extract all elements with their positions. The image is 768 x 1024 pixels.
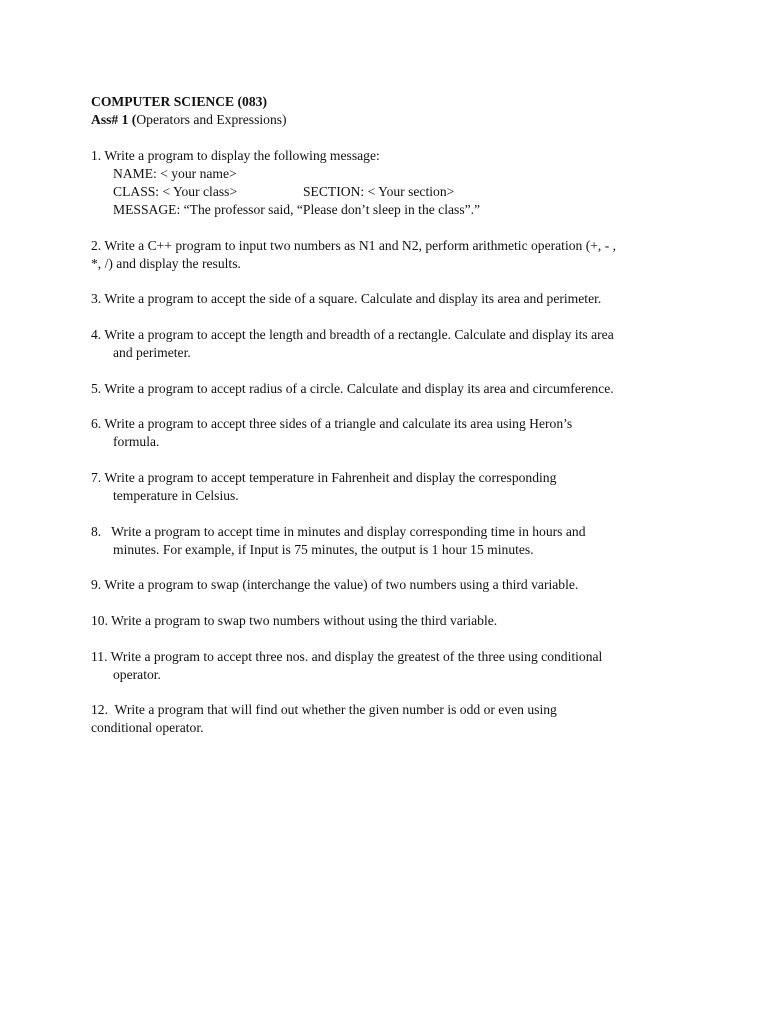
question-3: 3. Write a program to accept the side of a square. Calculate and display its area and perimeter. — [91, 291, 602, 306]
q1-class-line: CLASS: < Your class> — [113, 184, 238, 199]
q1-message-line: MESSAGE: “The professor said, “Please don’t sleep in the class”.” — [113, 202, 481, 217]
q1-section-line: SECTION: < Your section> — [303, 184, 455, 199]
question-9: 9. Write a program to swap (interchange the value) of two numbers using a third variable. — [91, 577, 579, 592]
question-4-line-1: 4. Write a program to accept the length and breadth of a rectangle. Calculate and display its area — [91, 327, 614, 342]
assignment-prefix: Ass# 1 ( — [91, 112, 137, 127]
question-8-line-1: 8. Write a program to accept time in minutes and display corresponding time in hours and — [91, 524, 586, 539]
question-7-line-1: 7. Write a program to accept temperature in Fahrenheit and display the corresponding — [91, 470, 557, 485]
question-12-line-2: conditional operator. — [91, 720, 204, 735]
question-8-line-2: minutes. For example, if Input is 75 minutes, the output is 1 hour 15 minutes. — [113, 542, 534, 557]
question-4-line-2: and perimeter. — [113, 345, 191, 360]
question-7-line-2: temperature in Celsius. — [113, 488, 239, 503]
course-title: COMPUTER SCIENCE (083) — [91, 94, 267, 109]
assignment-topic: Operators and Expressions) — [136, 112, 287, 127]
question-11-line-1: 11. Write a program to accept three nos. and display the greatest of the three using conditional — [91, 649, 603, 664]
question-5: 5. Write a program to accept radius of a circle. Calculate and display its area and circumference. — [91, 381, 614, 396]
question-6-line-2: formula. — [113, 434, 160, 449]
question-11-line-2: operator. — [113, 667, 161, 682]
question-12-line-1: 12. Write a program that will find out whether the given number is odd or even using — [91, 702, 557, 717]
question-1: 1. Write a program to display the following message: — [91, 148, 380, 163]
question-10: 10. Write a program to swap two numbers without using the third variable. — [91, 613, 498, 628]
assignment-title — [91, 111, 287, 129]
q1-name-line: NAME: < your name> — [113, 166, 237, 181]
question-6-line-1: 6. Write a program to accept three sides of a triangle and calculate its area using Heron’s — [91, 416, 573, 431]
question-2-line-1: 2. Write a C++ program to input two numbers as N1 and N2, perform arithmetic operation (+, - , — [91, 238, 617, 253]
question-2-line-2: *, /) and display the results. — [91, 256, 241, 271]
